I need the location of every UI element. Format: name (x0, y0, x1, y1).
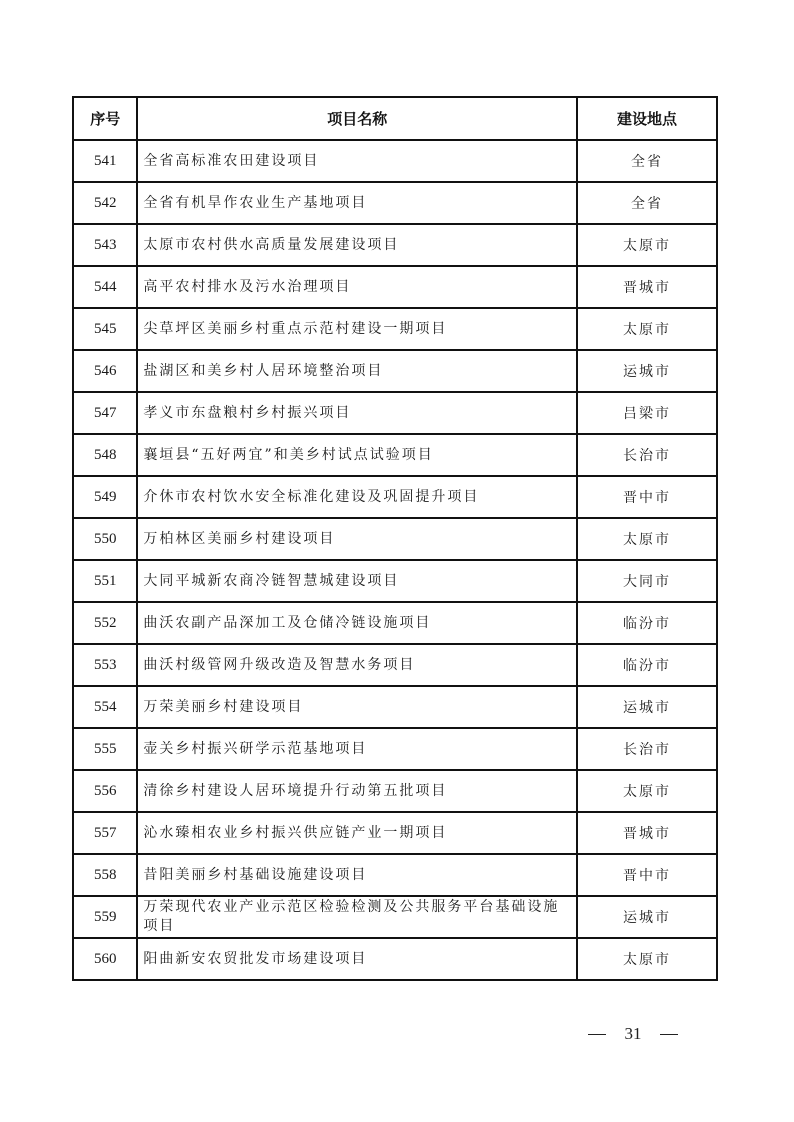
table-header-row (73, 97, 717, 140)
serial-number: 548 (73, 434, 137, 476)
project-name: 高平农村排水及污水治理项目 (137, 266, 577, 308)
serial-number: 542 (73, 182, 137, 224)
location: 太原市 (577, 938, 717, 980)
table-row (73, 938, 717, 980)
location: 全省 (577, 140, 717, 182)
serial-number: 553 (73, 644, 137, 686)
table-row (73, 770, 717, 812)
project-name: 万荣美丽乡村建设项目 (137, 686, 577, 728)
location: 长治市 (577, 728, 717, 770)
project-name: 襄垣县“五好两宜”和美乡村试点试验项目 (137, 434, 577, 476)
serial-number: 557 (73, 812, 137, 854)
location: 临汾市 (577, 644, 717, 686)
header-project-name: 项目名称 (137, 97, 577, 140)
table-row (73, 182, 717, 224)
dash-right-icon (660, 1034, 678, 1035)
header-serial-number: 序号 (73, 97, 137, 140)
serial-number: 544 (73, 266, 137, 308)
location: 运城市 (577, 686, 717, 728)
table-row (73, 644, 717, 686)
location: 晋中市 (577, 476, 717, 518)
header-location: 建设地点 (577, 97, 717, 140)
project-name: 阳曲新安农贸批发市场建设项目 (137, 938, 577, 980)
table-row (73, 602, 717, 644)
location: 晋城市 (577, 266, 717, 308)
project-name: 尖草坪区美丽乡村重点示范村建设一期项目 (137, 308, 577, 350)
project-table (72, 96, 718, 981)
serial-number: 547 (73, 392, 137, 434)
dash-left-icon (588, 1034, 606, 1035)
location: 运城市 (577, 896, 717, 938)
page-number: 31 (624, 1024, 642, 1043)
project-name: 盐湖区和美乡村人居环境整治项目 (137, 350, 577, 392)
serial-number: 559 (73, 896, 137, 938)
table-row (73, 896, 717, 938)
table-row (73, 266, 717, 308)
serial-number: 552 (73, 602, 137, 644)
project-name: 全省有机旱作农业生产基地项目 (137, 182, 577, 224)
serial-number: 543 (73, 224, 137, 266)
project-name: 昔阳美丽乡村基础设施建设项目 (137, 854, 577, 896)
table-row (73, 140, 717, 182)
table-row (73, 854, 717, 896)
location: 大同市 (577, 560, 717, 602)
project-name: 大同平城新农商冷链智慧城建设项目 (137, 560, 577, 602)
project-name: 万荣现代农业产业示范区检验检测及公共服务平台基础设施项目 (137, 896, 577, 938)
location: 晋城市 (577, 812, 717, 854)
table-row (73, 224, 717, 266)
serial-number: 546 (73, 350, 137, 392)
table-row (73, 476, 717, 518)
location: 全省 (577, 182, 717, 224)
location: 太原市 (577, 308, 717, 350)
serial-number: 556 (73, 770, 137, 812)
project-name: 曲沃村级管网升级改造及智慧水务项目 (137, 644, 577, 686)
table-body (73, 140, 717, 980)
project-name: 全省高标准农田建设项目 (137, 140, 577, 182)
project-name: 万柏林区美丽乡村建设项目 (137, 518, 577, 560)
location: 长治市 (577, 434, 717, 476)
location: 运城市 (577, 350, 717, 392)
project-name: 沁水臻相农业乡村振兴供应链产业一期项目 (137, 812, 577, 854)
table-row (73, 518, 717, 560)
location: 太原市 (577, 770, 717, 812)
serial-number: 558 (73, 854, 137, 896)
serial-number: 545 (73, 308, 137, 350)
serial-number: 551 (73, 560, 137, 602)
location: 晋中市 (577, 854, 717, 896)
table-row (73, 686, 717, 728)
location: 太原市 (577, 518, 717, 560)
table-row (73, 812, 717, 854)
project-name: 清徐乡村建设人居环境提升行动第五批项目 (137, 770, 577, 812)
project-name: 介休市农村饮水安全标准化建设及巩固提升项目 (137, 476, 577, 518)
serial-number: 541 (73, 140, 137, 182)
table-row (73, 434, 717, 476)
serial-number: 560 (73, 938, 137, 980)
table-row (73, 350, 717, 392)
location: 太原市 (577, 224, 717, 266)
table-row (73, 308, 717, 350)
serial-number: 554 (73, 686, 137, 728)
project-name: 壶关乡村振兴研学示范基地项目 (137, 728, 577, 770)
page-number-footer (588, 1024, 678, 1044)
project-name: 孝义市东盘粮村乡村振兴项目 (137, 392, 577, 434)
serial-number: 555 (73, 728, 137, 770)
location: 吕梁市 (577, 392, 717, 434)
table-row (73, 728, 717, 770)
table-row (73, 560, 717, 602)
serial-number: 550 (73, 518, 137, 560)
project-name: 曲沃农副产品深加工及仓储冷链设施项目 (137, 602, 577, 644)
project-name: 太原市农村供水高质量发展建设项目 (137, 224, 577, 266)
table-row (73, 392, 717, 434)
serial-number: 549 (73, 476, 137, 518)
location: 临汾市 (577, 602, 717, 644)
